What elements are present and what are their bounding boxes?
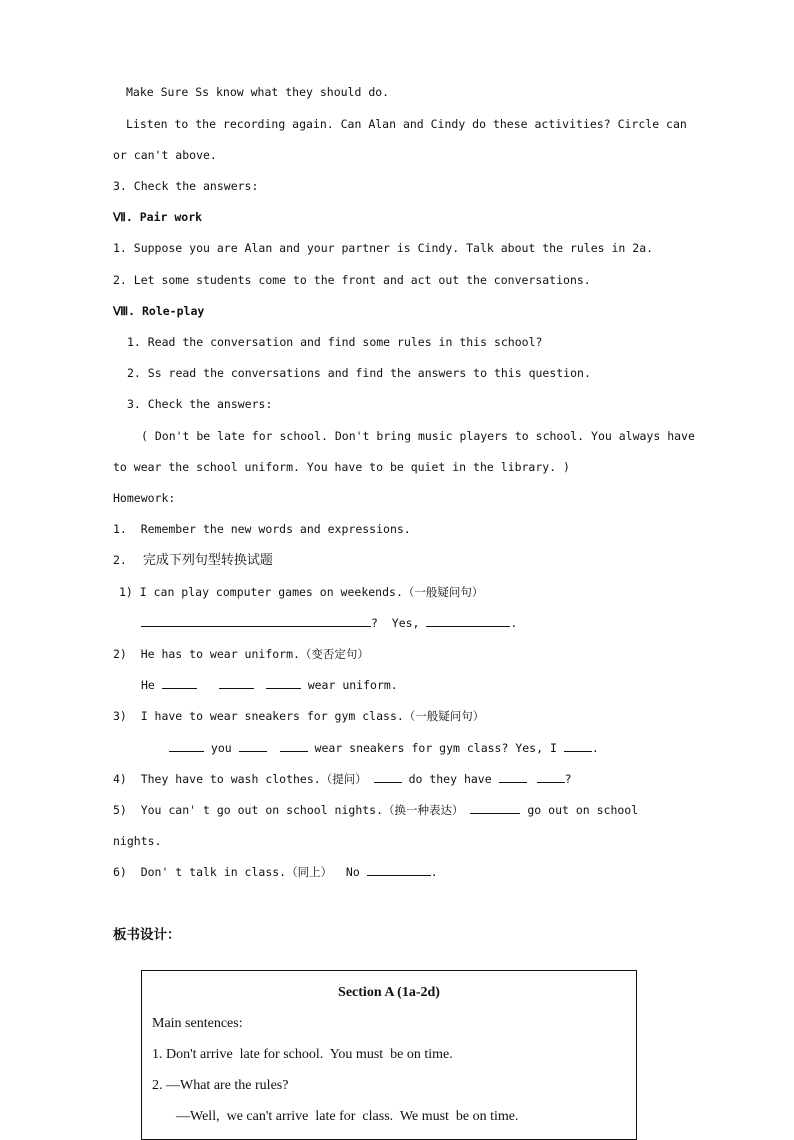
pair-work-item-1: 1. Suppose you are Alan and your partner is Cindy. Talk about the rules in 2a. — [113, 241, 654, 255]
answer-blank[interactable] — [499, 771, 527, 783]
step-line-1: Make Sure Ss know what they should do. — [126, 85, 390, 99]
question-2: 2) He has to wear uniform.（变否定句） — [113, 647, 369, 661]
question-1-answer: ? Yes, . — [141, 615, 517, 631]
pair-work-heading: Ⅶ. Pair work — [113, 210, 203, 224]
answer-blank[interactable] — [426, 615, 510, 627]
question-3: 3) I have to wear sneakers for gym class.（一般疑问句） — [113, 709, 485, 723]
step-line-3: or can't above. — [113, 148, 217, 162]
board-line-3: 2. —What are the rules? — [152, 1078, 289, 1093]
pair-work-item-2: 2. Let some students come to the front and act out the conversations. — [113, 273, 591, 287]
homework-item-2-number: 2. — [113, 553, 127, 567]
homework-item-2 — [113, 552, 273, 569]
answer-blank[interactable] — [537, 771, 565, 783]
answer-blank[interactable] — [162, 677, 197, 689]
answer-blank[interactable] — [374, 771, 402, 783]
question-5: 5) You can' t go out on school nights.（换一种表达） go out on school — [113, 803, 639, 817]
answer-blank[interactable] — [169, 740, 204, 752]
question-2-answer: He wear uniform. — [141, 678, 398, 692]
answer-blank[interactable] — [266, 677, 301, 689]
homework-heading: Homework: — [113, 491, 176, 505]
homework-item-1: 1. Remember the new words and expressions. — [113, 522, 411, 536]
role-play-item-2: 2. Ss read the conversations and find the answers to this question. — [127, 366, 591, 380]
answer-blank[interactable] — [280, 740, 308, 752]
board-design-box — [141, 970, 637, 1140]
answer-blank[interactable] — [564, 740, 592, 752]
board-line-1: Main sentences: — [152, 1016, 243, 1031]
board-line-4: —Well, we can't arrive late for class. We must be on time. — [176, 1109, 519, 1124]
question-5-line-2: nights. — [113, 834, 162, 848]
homework-item-2-text: 完成下列句型转换试题 — [142, 553, 273, 568]
question-1: 1) I can play computer games on weekends.（一般疑问句） — [119, 585, 484, 599]
role-play-heading: Ⅷ. Role-play — [113, 304, 205, 318]
answer-blank[interactable] — [367, 864, 431, 876]
step-line-4: 3. Check the answers: — [113, 179, 259, 193]
board-title: Section A (1a-2d) — [338, 985, 440, 1000]
role-play-answer-2: to wear the school uniform. You have to be quiet in the library. ) — [113, 460, 570, 474]
answer-blank[interactable] — [470, 802, 520, 814]
question-3-answer: you wear sneakers for gym class? Yes, I . — [169, 740, 599, 756]
answer-blank[interactable] — [141, 615, 371, 627]
role-play-item-1: 1. Read the conversation and find some rules in this school? — [127, 335, 543, 349]
question-6: 6) Don' t talk in class.（同上） No . — [113, 865, 438, 879]
step-line-2: Listen to the recording again. Can Alan and Cindy do these activities? Circle can — [126, 117, 687, 131]
board-design-label: 板书设计： — [113, 927, 181, 943]
answer-blank[interactable] — [219, 677, 254, 689]
role-play-answer-1: ( Don't be late for school. Don't bring music players to school. You always have — [141, 429, 695, 443]
board-line-2: 1. Don't arrive late for school. You must be on time. — [152, 1047, 453, 1062]
answer-blank[interactable] — [239, 740, 267, 752]
question-4: 4) They have to wash clothes.（提问） do they have ? — [113, 772, 572, 786]
role-play-item-3: 3. Check the answers: — [127, 397, 273, 411]
